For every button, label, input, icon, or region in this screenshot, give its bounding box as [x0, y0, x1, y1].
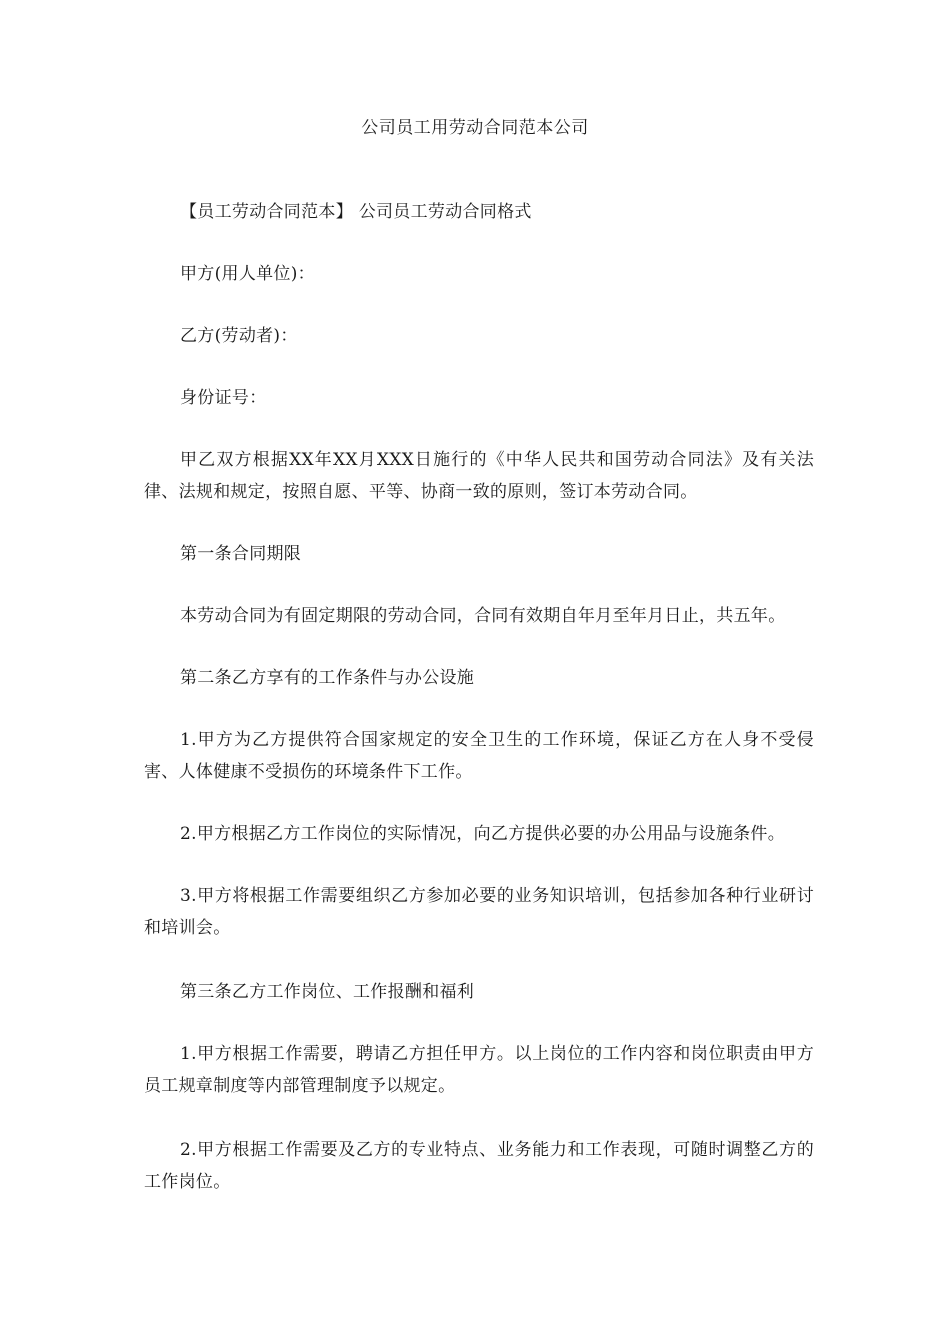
article-3-item-1: 1.甲方根据工作需要，聘请乙方担任甲方。以上岗位的工作内容和岗位职责由甲方员工规章制度等内部管理制度予以规定。 [144, 1044, 814, 1096]
article-2-item-3: 3.甲方将根据工作需要组织乙方参加必要的业务知识培训，包括参加各种行业研讨和培训会。 [144, 886, 814, 938]
paragraph-heading-template: 【员工劳动合同范本】 公司员工劳动合同格式 [180, 202, 532, 222]
paragraph-party-a: 甲方(用人单位)： [180, 264, 315, 284]
article-2-item-1: 1.甲方为乙方提供符合国家规定的安全卫生的工作环境，保证乙方在人身不受侵害、人体健康不受损伤的环境条件下工作。 [144, 730, 814, 782]
article-3-item-2: 2.甲方根据工作需要及乙方的专业特点、业务能力和工作表现，可随时调整乙方的工作岗位。 [144, 1140, 814, 1192]
article-1-heading: 第一条合同期限 [180, 544, 302, 564]
article-2-item-2: 2.甲方根据乙方工作岗位的实际情况，向乙方提供必要的办公用品与设施条件。 [180, 824, 786, 844]
article-1-body: 本劳动合同为有固定期限的劳动合同，合同有效期自年月至年月日止，共五年。 [180, 606, 786, 626]
paragraph-party-b: 乙方(劳动者)： [180, 326, 298, 346]
article-3-heading: 第三条乙方工作岗位、工作报酬和福利 [180, 982, 475, 1002]
paragraph-id-number: 身份证号： [180, 388, 267, 408]
document-title: 公司员工用劳动合同范本公司 [361, 118, 589, 138]
article-2-heading: 第二条乙方享有的工作条件与办公设施 [180, 668, 475, 688]
paragraph-preamble: 甲乙双方根据XX年XX月XXX日施行的《中华人民共和国劳动合同法》及有关法律、法规和规定，按照自愿、平等、协商一致的原则，签订本劳动合同。 [144, 450, 814, 502]
